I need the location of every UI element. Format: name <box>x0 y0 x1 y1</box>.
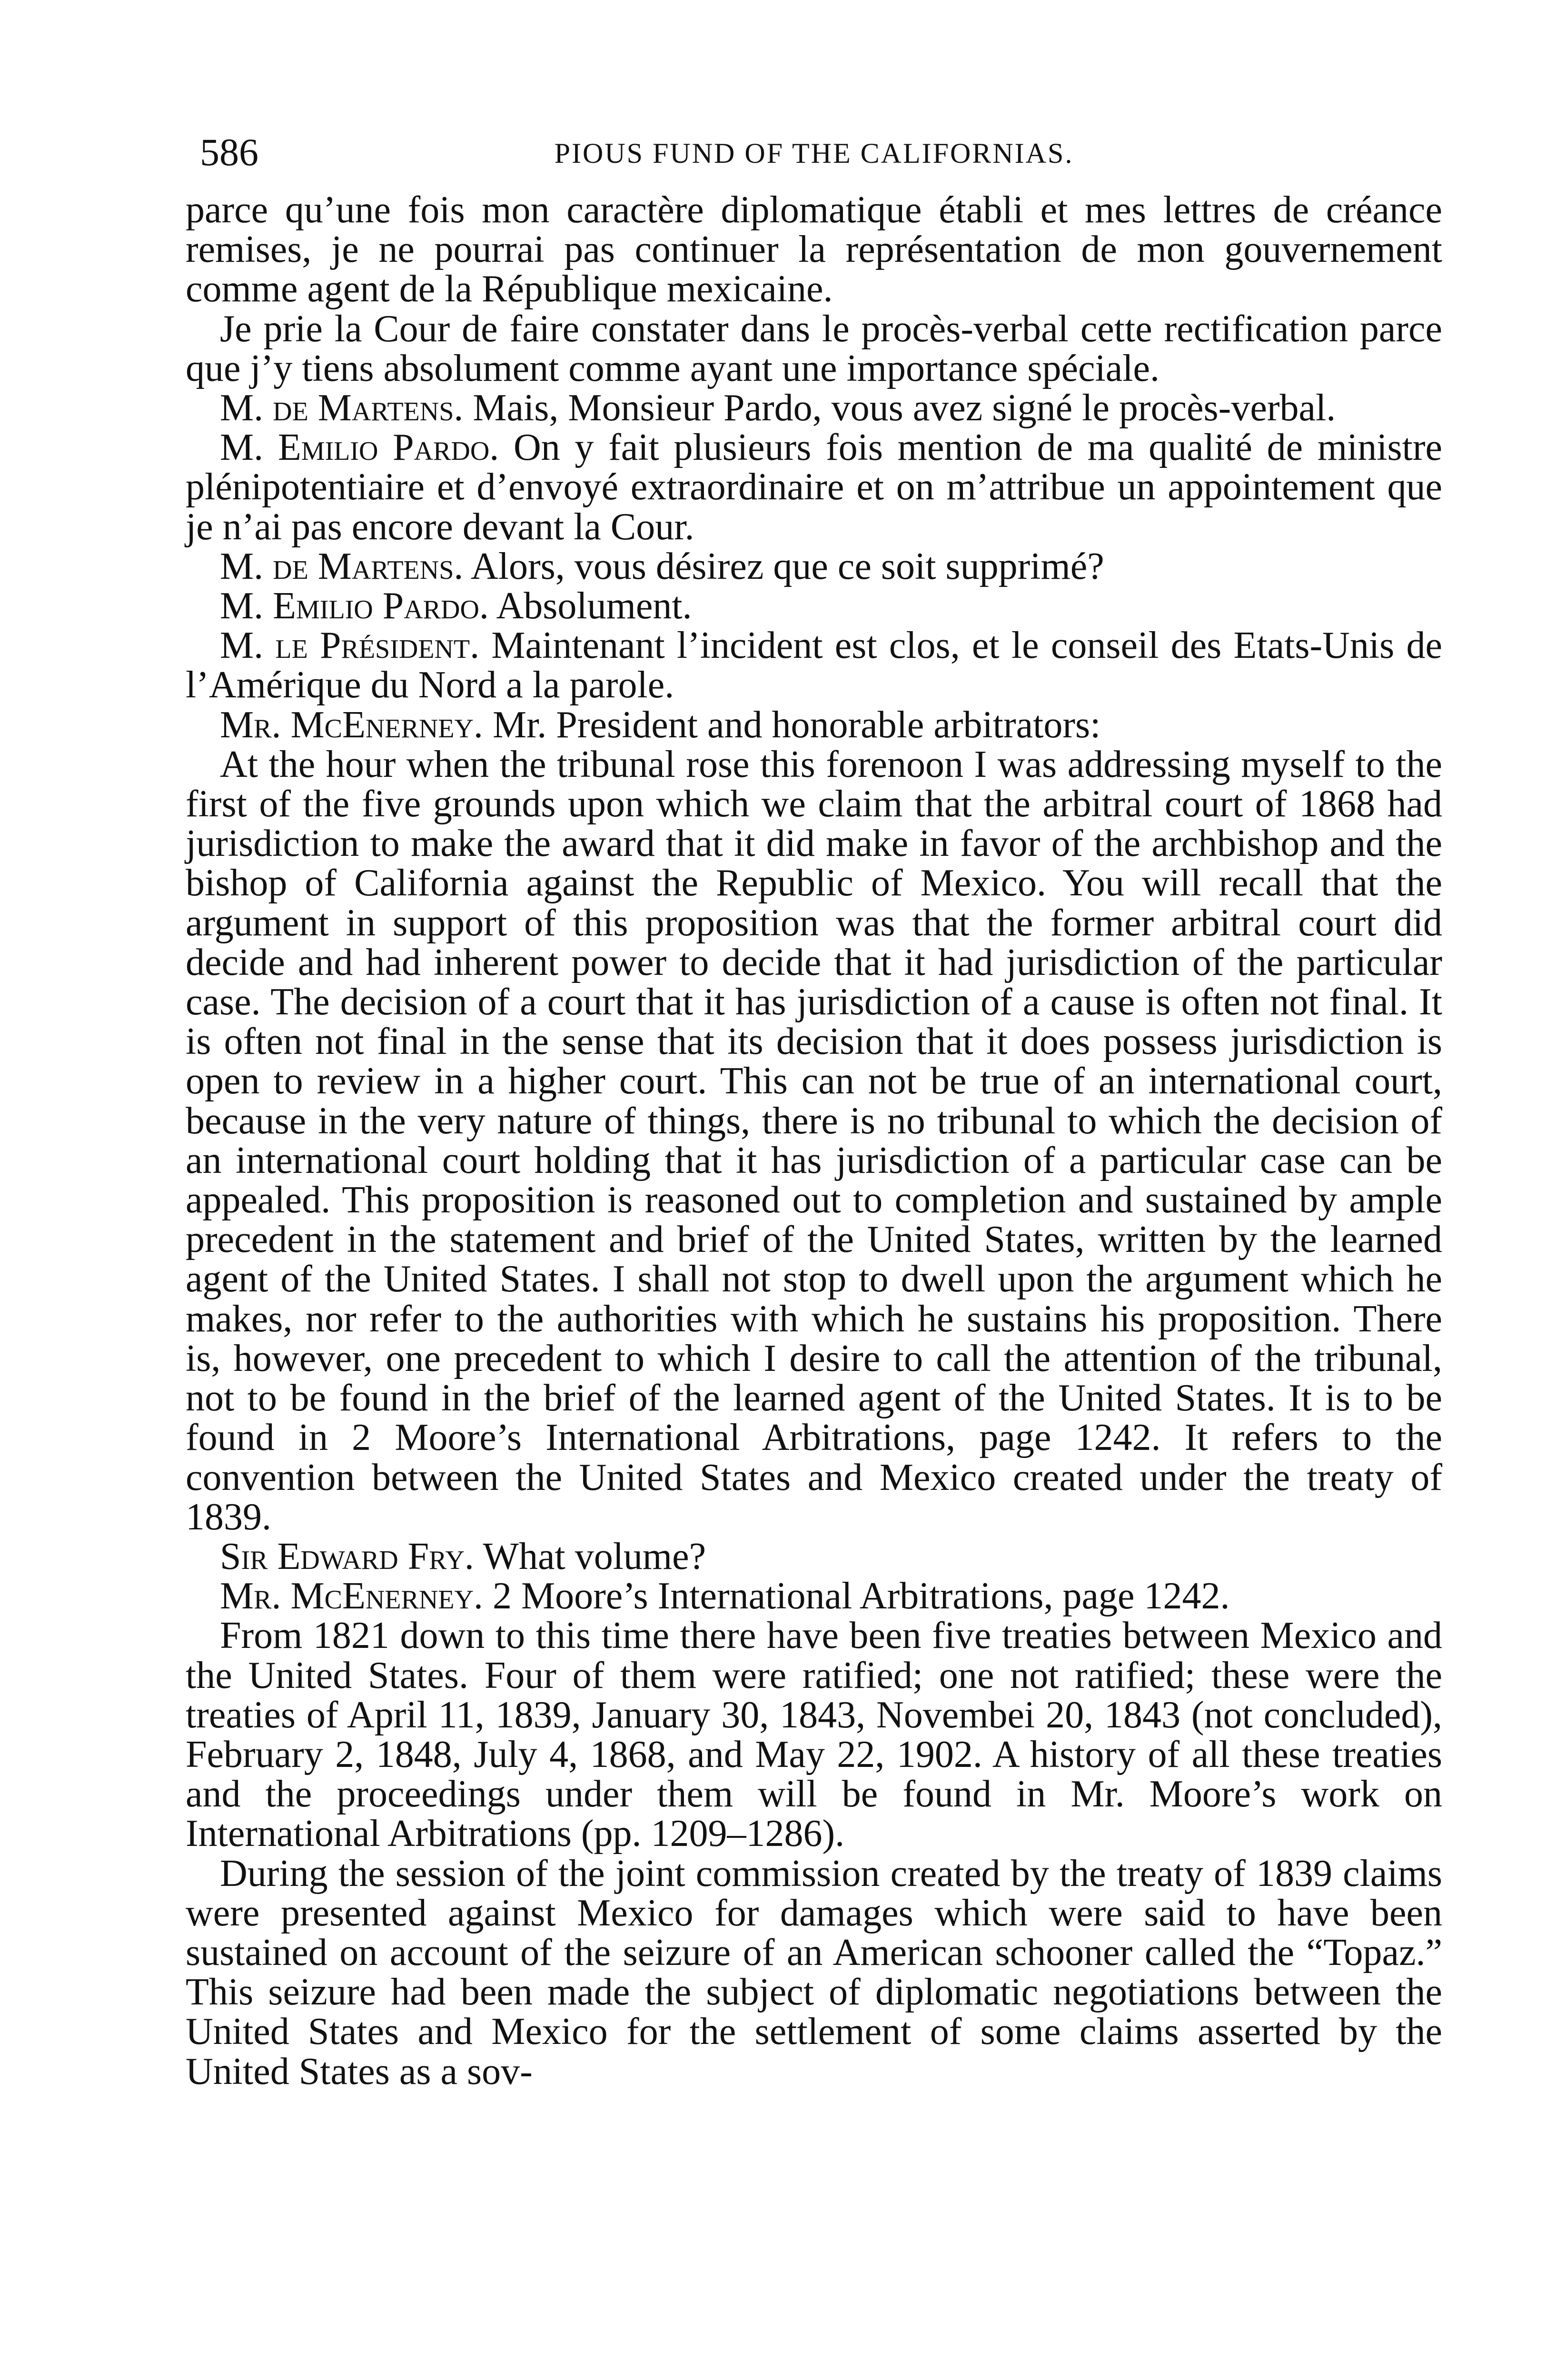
paragraph <box>186 626 1442 705</box>
page-header <box>186 129 1442 190</box>
body-text <box>186 190 1442 2092</box>
paragraph-text: What volume? <box>483 1535 706 1577</box>
paragraph-text: Mr. President and honorable arbitrators: <box>492 704 1101 746</box>
paragraph-text: On y fait plusieurs fois mention de ma qualité de ministre plénipotentiaire et d’envoyé extraordinaire et on m’attribue un appointement que je n’ai pas encore devant la Cour. <box>186 426 1443 548</box>
paragraph <box>186 428 1442 547</box>
paragraph-text: Absolument. <box>496 585 692 627</box>
paragraph <box>186 190 1442 309</box>
paragraph <box>186 1854 1442 2092</box>
speaker-name: M. le Président. <box>220 625 480 667</box>
paragraph <box>186 1537 1442 1577</box>
document-page <box>186 129 1442 2092</box>
paragraph <box>186 309 1442 388</box>
speaker-name: M. Emilio Pardo. <box>220 585 489 627</box>
paragraph-text: At the hour when the tribunal rose this forenoon I was addressing myself to the first of the five grounds upon which we claim that the arbitral court of 1868 had jurisdiction to make the award that it did make in favor of the archbishop and the bishop of California against the Republic of Mexico. You will recall that the argument in support of this proposition was that the former arbitral court did decide and had inherent power to decide that it had jurisdiction of the particular case. The decision of a court that it has jurisdiction of a cause is often not final. It is often not final in the sense that its decision that it does possess jurisdiction is open to review in a higher court. This can not be true of an international court, because in the very nature of things, there is no tribunal to which the decision of an international court holding that it has jurisdiction of a particular case can be appealed. This proposition is reasoned out to completion and sustained by ample precedent in the statement and brief of the United States, written by the learned agent of the United States. I shall not stop to dwell upon the argument which he makes, nor refer to the authorities with which he sustains his proposition. There is, however, one precedent to which I desire to call the attention of the tribunal, not to be found in the brief of the learned agent of the United States. It is to be found in 2 Moore’s International Arbitrations, page 1242. It refers to the convention between the United States and Mexico created under the treaty of 1839. <box>186 743 1442 1538</box>
paragraph-text: From 1821 down to this time there have been five treaties between Mexico and the United States. Four of them were ratified; one not ratified; these were the treaties of April 11, 1839, January 30, 1843, Novembei 20, 1843 (not concluded), February 2, 1848, July 4, 1868, and May 22, 1902. A history of all these treaties and the proceedings under them will be found in Mr. Moore’s work on International Arbitrations (pp. 1209–1286). <box>186 1615 1442 1855</box>
paragraph-text: Maintenant l’incident est clos, et le conseil des Etats-Unis de l’Amérique du Nord a la parole. <box>186 625 1442 706</box>
speaker-name: Mr. McEnerney. <box>220 704 483 746</box>
speaker-name: Sir Edward Fry. <box>220 1535 474 1577</box>
page-number: 586 <box>200 130 258 174</box>
paragraph-text: Je prie la Cour de faire constater dans le procès-verbal cette rectification parce que j’y tiens absolument comme ayant une importance spéciale. <box>186 307 1442 389</box>
running-title: PIOUS FUND OF THE CALIFORNIAS. <box>554 138 1074 169</box>
paragraph-text: parce qu’une fois mon caractère diplomatique établi et mes lettres de créance remises, je ne pourrai pas continuer la représentation de mon gouvernement comme agent de la République mexicaine. <box>186 189 1442 310</box>
speaker-name: Mr. McEnerney. <box>220 1575 483 1617</box>
paragraph <box>186 705 1442 745</box>
paragraph-text: Mais, Monsieur Pardo, vous avez signé le procès-verbal. <box>473 387 1336 429</box>
paragraph-text: During the session of the joint commission created by the treaty of 1839 claims were presented against Mexico for damages which were said to have been sustained on account of the seizure of an American schooner called the “Topaz.” This seizure had been made the subject of diplomatic negotiations between the United States and Mexico for the settlement of some claims asserted by the United States as a sov- <box>186 1852 1442 2092</box>
paragraph-text: Alors, vous désirez que ce soit supprimé? <box>470 545 1104 587</box>
speaker-name: M. de Martens. <box>220 387 464 429</box>
paragraph <box>186 586 1442 626</box>
paragraph <box>186 1577 1442 1616</box>
paragraph <box>186 1616 1442 1854</box>
speaker-name: M. de Martens. <box>220 545 464 587</box>
paragraph <box>186 547 1442 586</box>
paragraph <box>186 388 1442 428</box>
speaker-name: M. Emilio Pardo. <box>220 426 499 469</box>
paragraph <box>186 745 1442 1537</box>
paragraph-text: 2 Moore’s International Arbitrations, page 1242. <box>492 1575 1230 1617</box>
